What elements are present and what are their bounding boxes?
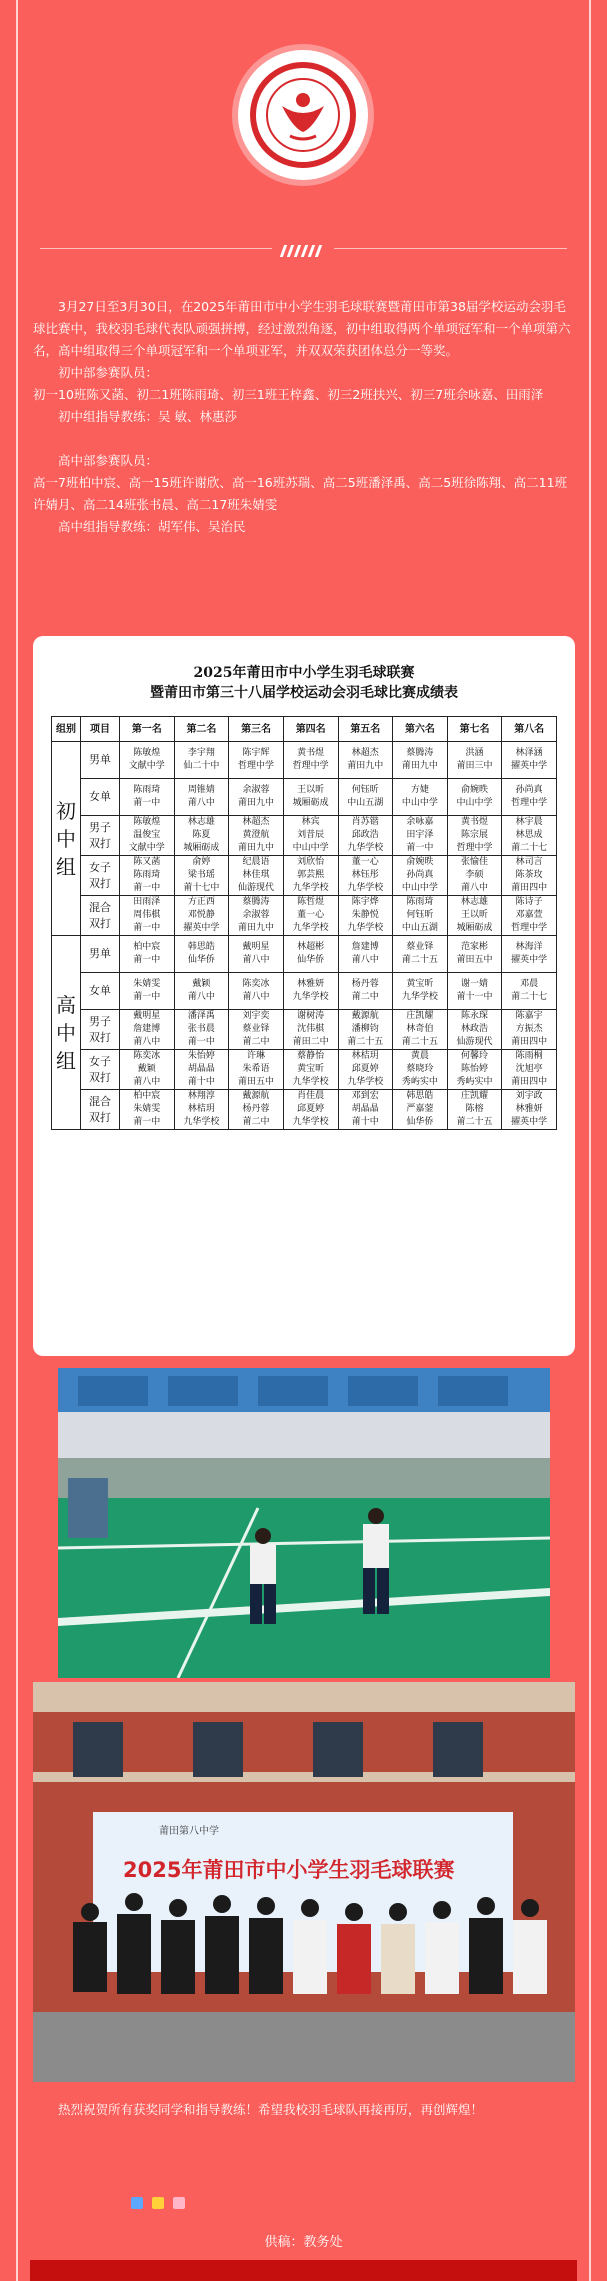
result-cell: 陈奕冰 莆八中 [229, 973, 284, 1010]
event-label: 女单 [81, 779, 120, 816]
table-row [52, 1010, 557, 1050]
result-cell: 陈诗子 邓嘉萱 哲理中学 [502, 896, 557, 936]
table-row [52, 856, 557, 896]
table-row [52, 1050, 557, 1090]
result-cell: 蔡静怡 黄宝昕 九华学校 [283, 1050, 338, 1090]
result-cell: 戴颖 莆八中 [174, 973, 229, 1010]
logo-emblem [266, 78, 340, 152]
result-cell: 余淑蓉 莆田九中 [229, 779, 284, 816]
banner-school: 莆田第八中学 [159, 1826, 219, 1837]
result-cell: 庄凯耀 林奇伯 莆二十五 [393, 1010, 448, 1050]
result-cell: 韩思皓 仙华侨 [174, 936, 229, 973]
result-cell: 何馨玲 陈怡婷 秀屿实中 [447, 1050, 502, 1090]
result-cell: 洪涵 莆田三中 [447, 742, 502, 779]
table-header-cell: 第一名 [120, 717, 175, 742]
team-photo [33, 1682, 575, 2082]
result-cell: 蔡腾涛 余淑蓉 莆田九中 [229, 896, 284, 936]
table-row [52, 973, 557, 1010]
result-cell: 陈宇烨 朱静悦 九华学校 [338, 896, 393, 936]
intro-text [33, 296, 573, 538]
result-cell: 俞婷 梁书瑶 莆十七中 [174, 856, 229, 896]
result-cell: 林海洋 擢英中学 [502, 936, 557, 973]
result-cell: 蔡腾涛 莆田九中 [393, 742, 448, 779]
result-cell: 戴明星 莆八中 [229, 936, 284, 973]
junior-players-label: 初中部参赛队员： [58, 365, 159, 380]
banner-title: 2025年莆田市中小学生羽毛球联赛 [123, 1858, 455, 1882]
dot-blue [131, 2197, 143, 2209]
result-cell: 林司言 陈茶玫 莆田四中 [502, 856, 557, 896]
result-cell: 许琳 朱希语 莆田五中 [229, 1050, 284, 1090]
junior-players: 初一10班陈又菡、初二1班陈雨琦、初三1班王梓鑫、初三2班扶兴、初三7班佘咏嘉、田雨泽 [33, 387, 544, 402]
result-cell: 韩思皓 严嘉蓥 仙华侨 [393, 1090, 448, 1130]
table-title-line1: 2025年莆田市中小学生羽毛球联赛 [193, 665, 415, 681]
result-cell: 俞婉昳 孙尚真 中山中学 [393, 856, 448, 896]
result-cell: 林志雄 王以昕 城厢砺成 [447, 896, 502, 936]
result-cell: 董一心 林钰彤 九华学校 [338, 856, 393, 896]
result-cell: 邓到宏 胡晶晶 莆十中 [338, 1090, 393, 1130]
result-cell: 黄宝昕 九华学校 [393, 973, 448, 1010]
result-cell: 林宇晨 林思成 莆二十七 [502, 816, 557, 856]
result-cell: 黄晨 蔡晓玲 秀屿实中 [393, 1050, 448, 1090]
divider-stripes [282, 242, 324, 254]
result-cell: 田雨泽 周伟棋 莆一中 [120, 896, 175, 936]
result-cell: 方婕 中山中学 [393, 779, 448, 816]
result-cell: 俞婉昳 中山中学 [447, 779, 502, 816]
table-header-row [52, 717, 557, 742]
event-label: 男子 双打 [81, 1010, 120, 1050]
divider-left [40, 248, 272, 249]
result-cell: 杨丹蓉 莆二中 [338, 973, 393, 1010]
logo-ring [250, 62, 356, 168]
result-cell: 孙尚真 哲理中学 [502, 779, 557, 816]
result-cell: 陈雨琦 何钰昕 中山五湖 [393, 896, 448, 936]
result-cell: 庄凯耀 陈榕 莆二十五 [447, 1090, 502, 1130]
event-label: 女子 双打 [81, 856, 120, 896]
result-cell: 林泽涵 擢英中学 [502, 742, 557, 779]
event-label: 女单 [81, 973, 120, 1010]
group-label: 初 中 组 [52, 742, 81, 936]
table-header-cell: 组别 [52, 717, 81, 742]
results-card [33, 636, 575, 1356]
result-cell: 陈敏煌 文献中学 [120, 742, 175, 779]
divider-right [334, 248, 567, 249]
table-header-cell: 第六名 [393, 717, 448, 742]
result-cell: 林桔玥 邱夏婷 九华学校 [338, 1050, 393, 1090]
closing-text: 热烈祝贺所有获奖同学和指导教练！希望我校羽毛球队再接再厉，再创辉煌！ [58, 2102, 484, 2117]
result-cell: 谢树涛 沈伟棋 莆田二中 [283, 1010, 338, 1050]
result-cell: 蔡业铎 莆二十五 [393, 936, 448, 973]
decor-dots [131, 2194, 189, 2213]
result-cell: 林超杰 黄澄航 莆田九中 [229, 816, 284, 856]
result-cell: 柏中宸 莆一中 [120, 936, 175, 973]
footer-credit: 供稿：教务处 [264, 2235, 343, 2250]
table-header-cell: 第八名 [502, 717, 557, 742]
result-cell: 纪晨语 林佳琪 仙游现代 [229, 856, 284, 896]
result-cell: 黄书煜 哲理中学 [283, 742, 338, 779]
result-cell: 朱婧雯 莆一中 [120, 973, 175, 1010]
result-cell: 刘宇政 林雅妍 擢英中学 [502, 1090, 557, 1130]
table-row [52, 1090, 557, 1130]
result-cell: 林超彬 仙华侨 [283, 936, 338, 973]
table-header-cell: 第四名 [283, 717, 338, 742]
result-cell: 邓晨 莆二十七 [502, 973, 557, 1010]
result-cell: 陈雨琦 莆一中 [120, 779, 175, 816]
result-cell: 林翔淳 林桔玥 九华学校 [174, 1090, 229, 1130]
event-label: 女子 双打 [81, 1050, 120, 1090]
senior-players-label: 高中部参赛队员： [58, 453, 159, 468]
results-table [51, 716, 557, 1130]
result-cell: 张愉佳 李硕 莆八中 [447, 856, 502, 896]
table-row [52, 936, 557, 973]
result-cell: 陈嘉宇 方振杰 莆田四中 [502, 1010, 557, 1050]
result-cell: 戴源航 杨丹蓉 莆二中 [229, 1090, 284, 1130]
result-cell: 詹建博 莆八中 [338, 936, 393, 973]
result-cell: 何钰昕 中山五湖 [338, 779, 393, 816]
result-cell: 林志雄 陈夏 城厢砺成 [174, 816, 229, 856]
match-photo [58, 1368, 550, 1678]
result-cell: 林超杰 莆田九中 [338, 742, 393, 779]
event-label: 混合 双打 [81, 896, 120, 936]
result-cell: 戴源航 潘柳钧 莆二十五 [338, 1010, 393, 1050]
result-cell: 刘欣怡 郭芸熙 九华学校 [283, 856, 338, 896]
result-cell: 李宇翔 仙二十中 [174, 742, 229, 779]
table-header-cell: 项目 [81, 717, 120, 742]
result-cell: 谢一婧 莆十一中 [447, 973, 502, 1010]
result-cell: 朱怡婷 胡晶晶 莆十中 [174, 1050, 229, 1090]
event-label: 混合 双打 [81, 1090, 120, 1130]
result-cell: 陈雨桐 沈旭亭 莆田四中 [502, 1050, 557, 1090]
junior-coaches: 初中组指导教练：吴 敏、林惠莎 [58, 409, 237, 424]
dot-pink [173, 2197, 185, 2209]
table-header-cell: 第五名 [338, 717, 393, 742]
bottom-bar [30, 2260, 577, 2281]
result-cell: 柏中宸 朱婧雯 莆一中 [120, 1090, 175, 1130]
result-cell: 陈又菡 陈雨琦 莆一中 [120, 856, 175, 896]
table-header-cell: 第三名 [229, 717, 284, 742]
senior-players: 高一7班柏中宸、高一15班许谢欣、高一16班苏瑞、高二5班潘泽禹、高二5班徐陈翔、高二11班许婧月、高二14班张书晨、高二17班朱婧雯 [33, 475, 568, 512]
result-cell: 肖佳晨 邱夏婷 九华学校 [283, 1090, 338, 1130]
result-cell: 陈永琛 林政浩 仙游现代 [447, 1010, 502, 1050]
table-title-line2: 暨莆田市第三十八届学校运动会羽毛球比赛成绩表 [150, 685, 458, 701]
table-row [52, 816, 557, 856]
intro-paragraph: 3月27日至3月30日，在2025年莆田市中小学生羽毛球联赛暨莆田市第38届学校运动会羽毛球比赛中，我校羽毛球代表队顽强拼搏，经过激烈角逐，初中组取得两个单项冠军和一个单项第六名，高中组取得三个单项冠军和一个单项亚军，并双双荣获团体总分一等奖。 [33, 299, 571, 358]
result-cell: 戴明星 詹建博 莆八中 [120, 1010, 175, 1050]
result-cell: 林宾 刘昔辰 中山中学 [283, 816, 338, 856]
table-header-cell: 第二名 [174, 717, 229, 742]
table-row [52, 896, 557, 936]
result-cell: 肖苏锴 邱政浩 九华学校 [338, 816, 393, 856]
result-cell: 周锥婧 莆八中 [174, 779, 229, 816]
result-cell: 陈宇辉 哲理中学 [229, 742, 284, 779]
result-cell: 范家彬 莆田五中 [447, 936, 502, 973]
dot-yellow [152, 2197, 164, 2209]
event-label: 男单 [81, 936, 120, 973]
result-cell: 陈敏煌 温俊宝 文献中学 [120, 816, 175, 856]
result-cell: 潘泽禹 张书晨 莆一中 [174, 1010, 229, 1050]
result-cell: 王以昕 城厢砺成 [283, 779, 338, 816]
table-row [52, 742, 557, 779]
result-cell: 刘宇奕 蔡业铎 莆二中 [229, 1010, 284, 1050]
table-row [52, 779, 557, 816]
result-cell: 林雅妍 九华学校 [283, 973, 338, 1010]
event-label: 男子 双打 [81, 816, 120, 856]
result-cell: 方正西 邓悦静 擢英中学 [174, 896, 229, 936]
table-body [52, 742, 557, 1130]
senior-coaches: 高中组指导教练：胡军伟、吴治民 [58, 519, 246, 534]
event-label: 男单 [81, 742, 120, 779]
result-cell: 余咏嘉 田宇泽 莆一中 [393, 816, 448, 856]
result-cell: 黄书煜 陈宗展 哲理中学 [447, 816, 502, 856]
school-logo [238, 50, 368, 180]
result-cell: 陈哲煜 董一心 九华学校 [283, 896, 338, 936]
result-cell: 陈奕冰 戴颖 莆八中 [120, 1050, 175, 1090]
spacer [33, 428, 573, 450]
group-label: 高 中 组 [52, 936, 81, 1130]
table-header-cell: 第七名 [447, 717, 502, 742]
